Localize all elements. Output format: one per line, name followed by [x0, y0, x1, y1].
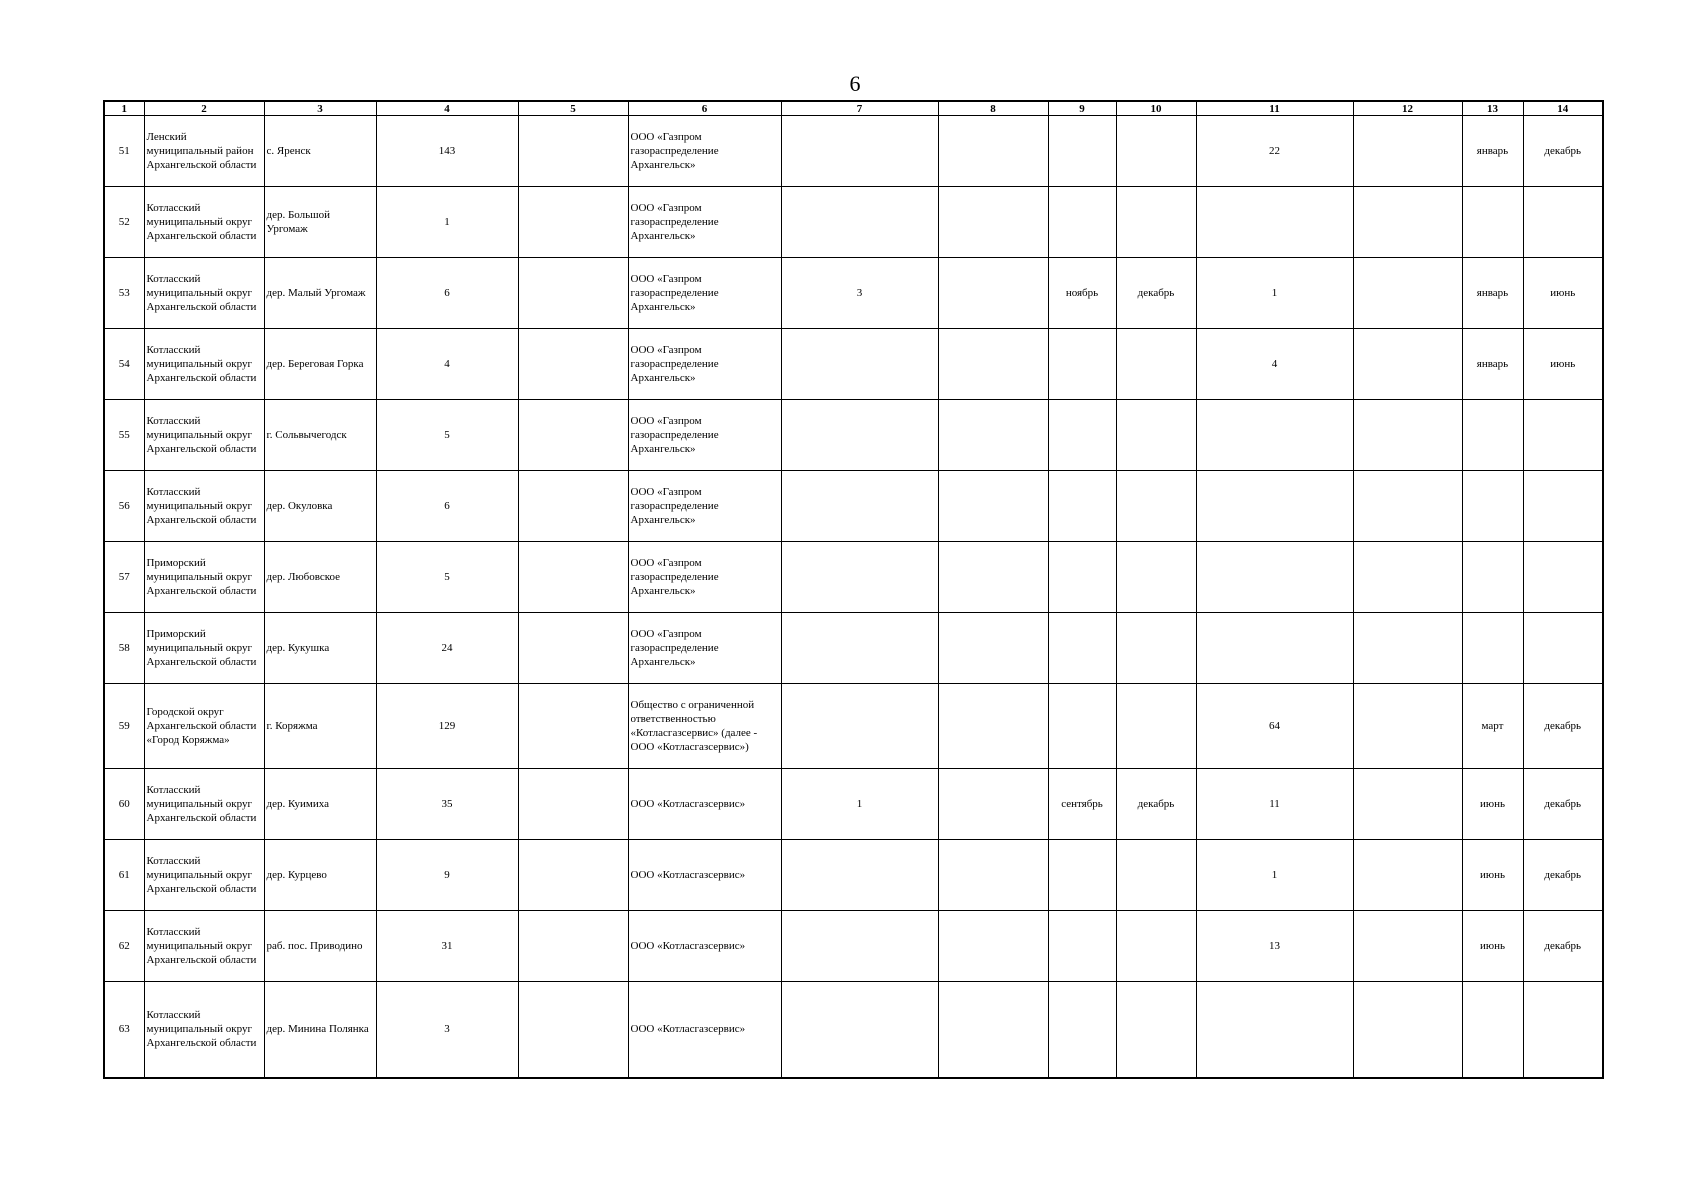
cell-col-11: 64 — [1196, 684, 1353, 769]
cell-col-11: 1 — [1196, 258, 1353, 329]
cell-col-12 — [1353, 982, 1462, 1078]
table-row — [104, 258, 1603, 329]
cell-col-6: ООО «Котласгазсервис» — [628, 911, 781, 982]
cell-col-10: декабрь — [1116, 258, 1196, 329]
table-row — [104, 542, 1603, 613]
cell-col-6: ООО «Газпром газораспределение Архангельск» — [628, 471, 781, 542]
cell-col-12 — [1353, 258, 1462, 329]
column-header-12: 12 — [1353, 101, 1462, 116]
cell-col-4: 4 — [376, 329, 518, 400]
cell-col-6: ООО «Газпром газораспределение Архангельск» — [628, 613, 781, 684]
cell-col-7 — [781, 840, 938, 911]
cell-col-6: Общество с ограниченной ответственностью «Котласгазсервис» (далее - ООО «Котласгазсервис») — [628, 684, 781, 769]
cell-col-11 — [1196, 471, 1353, 542]
cell-col-12 — [1353, 471, 1462, 542]
cell-col-2: Городской округ Архангельской области «Город Коряжма» — [144, 684, 264, 769]
cell-col-2: Ленский муниципальный район Архангельской области — [144, 116, 264, 187]
cell-col-11: 11 — [1196, 769, 1353, 840]
cell-col-5 — [518, 840, 628, 911]
cell-col-2: Котласский муниципальный округ Архангельской области — [144, 769, 264, 840]
table-row — [104, 187, 1603, 258]
cell-col-10 — [1116, 400, 1196, 471]
cell-col-11: 4 — [1196, 329, 1353, 400]
cell-col-7: 1 — [781, 769, 938, 840]
page-number: 6 — [849, 71, 861, 96]
cell-col-3: раб. пос. Приводино — [264, 911, 376, 982]
cell-col-4: 35 — [376, 769, 518, 840]
cell-col-9: ноябрь — [1048, 258, 1116, 329]
cell-col-12 — [1353, 684, 1462, 769]
cell-col-1: 60 — [104, 769, 144, 840]
cell-col-5 — [518, 684, 628, 769]
cell-col-10 — [1116, 329, 1196, 400]
cell-col-9 — [1048, 471, 1116, 542]
cell-col-3: дер. Куимиха — [264, 769, 376, 840]
cell-col-6: ООО «Котласгазсервис» — [628, 840, 781, 911]
data-table — [103, 100, 1604, 1079]
cell-col-9 — [1048, 911, 1116, 982]
cell-col-5 — [518, 329, 628, 400]
cell-col-2: Котласский муниципальный округ Архангельской области — [144, 840, 264, 911]
cell-col-3: дер. Кукушка — [264, 613, 376, 684]
cell-col-9: сентябрь — [1048, 769, 1116, 840]
cell-col-11: 13 — [1196, 911, 1353, 982]
table-row — [104, 471, 1603, 542]
cell-col-6: ООО «Газпром газораспределение Архангельск» — [628, 400, 781, 471]
cell-col-11 — [1196, 982, 1353, 1078]
cell-col-7 — [781, 400, 938, 471]
cell-col-11 — [1196, 187, 1353, 258]
cell-col-7 — [781, 116, 938, 187]
cell-col-1: 56 — [104, 471, 144, 542]
cell-col-4: 1 — [376, 187, 518, 258]
cell-col-3: дер. Курцево — [264, 840, 376, 911]
cell-col-2: Котласский муниципальный округ Архангельской области — [144, 471, 264, 542]
cell-col-6: ООО «Котласгазсервис» — [628, 982, 781, 1078]
cell-col-8 — [938, 471, 1048, 542]
cell-col-1: 63 — [104, 982, 144, 1078]
cell-col-12 — [1353, 542, 1462, 613]
cell-col-4: 9 — [376, 840, 518, 911]
cell-col-7 — [781, 542, 938, 613]
cell-col-10 — [1116, 116, 1196, 187]
cell-col-1: 61 — [104, 840, 144, 911]
cell-col-8 — [938, 982, 1048, 1078]
cell-col-3: дер. Минина Полянка — [264, 982, 376, 1078]
cell-col-8 — [938, 187, 1048, 258]
column-header-2: 2 — [144, 101, 264, 116]
cell-col-4: 6 — [376, 471, 518, 542]
cell-col-8 — [938, 684, 1048, 769]
column-header-4: 4 — [376, 101, 518, 116]
column-header-11: 11 — [1196, 101, 1353, 116]
cell-col-2: Котласский муниципальный округ Архангельской области — [144, 329, 264, 400]
cell-col-14 — [1523, 542, 1603, 613]
cell-col-9 — [1048, 542, 1116, 613]
cell-col-12 — [1353, 911, 1462, 982]
cell-col-13: январь — [1462, 329, 1523, 400]
cell-col-7 — [781, 613, 938, 684]
cell-col-14 — [1523, 187, 1603, 258]
cell-col-11: 22 — [1196, 116, 1353, 187]
cell-col-10 — [1116, 684, 1196, 769]
cell-col-2: Котласский муниципальный округ Архангельской области — [144, 400, 264, 471]
table-row — [104, 613, 1603, 684]
cell-col-13 — [1462, 613, 1523, 684]
cell-col-6: ООО «Газпром газораспределение Архангельск» — [628, 116, 781, 187]
cell-col-11 — [1196, 400, 1353, 471]
cell-col-14: декабрь — [1523, 684, 1603, 769]
cell-col-7 — [781, 684, 938, 769]
cell-col-9 — [1048, 613, 1116, 684]
table-row — [104, 329, 1603, 400]
column-header-9: 9 — [1048, 101, 1116, 116]
cell-col-8 — [938, 911, 1048, 982]
cell-col-8 — [938, 613, 1048, 684]
cell-col-14 — [1523, 471, 1603, 542]
cell-col-9 — [1048, 400, 1116, 471]
cell-col-14: декабрь — [1523, 769, 1603, 840]
cell-col-13 — [1462, 471, 1523, 542]
cell-col-4: 143 — [376, 116, 518, 187]
cell-col-6: ООО «Газпром газораспределение Архангельск» — [628, 329, 781, 400]
cell-col-9 — [1048, 187, 1116, 258]
cell-col-8 — [938, 116, 1048, 187]
cell-col-13: июнь — [1462, 769, 1523, 840]
cell-col-7 — [781, 471, 938, 542]
cell-col-1: 52 — [104, 187, 144, 258]
table-row — [104, 911, 1603, 982]
cell-col-4: 3 — [376, 982, 518, 1078]
cell-col-4: 6 — [376, 258, 518, 329]
column-header-7: 7 — [781, 101, 938, 116]
cell-col-9 — [1048, 982, 1116, 1078]
column-header-3: 3 — [264, 101, 376, 116]
cell-col-8 — [938, 400, 1048, 471]
cell-col-9 — [1048, 116, 1116, 187]
cell-col-11 — [1196, 542, 1353, 613]
cell-col-9 — [1048, 684, 1116, 769]
cell-col-12 — [1353, 187, 1462, 258]
table-row — [104, 400, 1603, 471]
cell-col-5 — [518, 613, 628, 684]
cell-col-5 — [518, 471, 628, 542]
cell-col-13 — [1462, 400, 1523, 471]
cell-col-13: июнь — [1462, 840, 1523, 911]
cell-col-14: декабрь — [1523, 911, 1603, 982]
cell-col-12 — [1353, 329, 1462, 400]
cell-col-10 — [1116, 982, 1196, 1078]
cell-col-14: июнь — [1523, 329, 1603, 400]
cell-col-3: дер. Большой Ургомаж — [264, 187, 376, 258]
cell-col-7 — [781, 329, 938, 400]
cell-col-14 — [1523, 613, 1603, 684]
cell-col-5 — [518, 400, 628, 471]
cell-col-14: июнь — [1523, 258, 1603, 329]
cell-col-14: декабрь — [1523, 840, 1603, 911]
cell-col-5 — [518, 116, 628, 187]
cell-col-5 — [518, 911, 628, 982]
cell-col-3: г. Коряжма — [264, 684, 376, 769]
cell-col-2: Котласский муниципальный округ Архангельской области — [144, 982, 264, 1078]
cell-col-1: 55 — [104, 400, 144, 471]
cell-col-1: 59 — [104, 684, 144, 769]
cell-col-7 — [781, 187, 938, 258]
cell-col-7 — [781, 911, 938, 982]
column-header-8: 8 — [938, 101, 1048, 116]
cell-col-4: 5 — [376, 542, 518, 613]
column-header-6: 6 — [628, 101, 781, 116]
cell-col-1: 53 — [104, 258, 144, 329]
table-row — [104, 116, 1603, 187]
cell-col-1: 57 — [104, 542, 144, 613]
cell-col-12 — [1353, 613, 1462, 684]
cell-col-1: 54 — [104, 329, 144, 400]
cell-col-10 — [1116, 471, 1196, 542]
cell-col-2: Приморский муниципальный округ Архангельской области — [144, 542, 264, 613]
cell-col-9 — [1048, 840, 1116, 911]
cell-col-3: дер. Малый Ургомаж — [264, 258, 376, 329]
cell-col-2: Котласский муниципальный округ Архангельской области — [144, 258, 264, 329]
cell-col-5 — [518, 769, 628, 840]
cell-col-8 — [938, 329, 1048, 400]
cell-col-3: дер. Любовское — [264, 542, 376, 613]
table-row — [104, 684, 1603, 769]
cell-col-10 — [1116, 613, 1196, 684]
cell-col-11: 1 — [1196, 840, 1353, 911]
cell-col-2: Котласский муниципальный округ Архангельской области — [144, 911, 264, 982]
cell-col-13: июнь — [1462, 911, 1523, 982]
cell-col-7: 3 — [781, 258, 938, 329]
cell-col-2: Котласский муниципальный округ Архангельской области — [144, 187, 264, 258]
table-row — [104, 769, 1603, 840]
cell-col-6: ООО «Газпром газораспределение Архангельск» — [628, 258, 781, 329]
cell-col-10 — [1116, 542, 1196, 613]
cell-col-14 — [1523, 400, 1603, 471]
cell-col-3: с. Яренск — [264, 116, 376, 187]
column-header-14: 14 — [1523, 101, 1603, 116]
cell-col-13 — [1462, 982, 1523, 1078]
cell-col-7 — [781, 982, 938, 1078]
cell-col-6: ООО «Газпром газораспределение Архангельск» — [628, 542, 781, 613]
column-header-1: 1 — [104, 101, 144, 116]
cell-col-3: дер. Береговая Горка — [264, 329, 376, 400]
table-row — [104, 982, 1603, 1078]
cell-col-13: январь — [1462, 116, 1523, 187]
header-row — [104, 101, 1603, 116]
cell-col-5 — [518, 187, 628, 258]
cell-col-10: декабрь — [1116, 769, 1196, 840]
cell-col-13 — [1462, 187, 1523, 258]
cell-col-14: декабрь — [1523, 116, 1603, 187]
cell-col-12 — [1353, 840, 1462, 911]
cell-col-13: январь — [1462, 258, 1523, 329]
cell-col-4: 5 — [376, 400, 518, 471]
cell-col-14 — [1523, 982, 1603, 1078]
cell-col-8 — [938, 840, 1048, 911]
cell-col-5 — [518, 982, 628, 1078]
cell-col-12 — [1353, 116, 1462, 187]
cell-col-2: Приморский муниципальный округ Архангельской области — [144, 613, 264, 684]
cell-col-5 — [518, 258, 628, 329]
cell-col-8 — [938, 769, 1048, 840]
cell-col-10 — [1116, 840, 1196, 911]
cell-col-8 — [938, 542, 1048, 613]
cell-col-6: ООО «Газпром газораспределение Архангельск» — [628, 187, 781, 258]
cell-col-4: 24 — [376, 613, 518, 684]
cell-col-6: ООО «Котласгазсервис» — [628, 769, 781, 840]
column-header-5: 5 — [518, 101, 628, 116]
cell-col-13 — [1462, 542, 1523, 613]
cell-col-5 — [518, 542, 628, 613]
cell-col-4: 31 — [376, 911, 518, 982]
table-row — [104, 840, 1603, 911]
cell-col-1: 62 — [104, 911, 144, 982]
cell-col-12 — [1353, 400, 1462, 471]
cell-col-4: 129 — [376, 684, 518, 769]
column-header-13: 13 — [1462, 101, 1523, 116]
cell-col-8 — [938, 258, 1048, 329]
cell-col-1: 51 — [104, 116, 144, 187]
table-body — [104, 116, 1603, 1078]
cell-col-1: 58 — [104, 613, 144, 684]
cell-col-10 — [1116, 911, 1196, 982]
cell-col-3: дер. Окуловка — [264, 471, 376, 542]
cell-col-10 — [1116, 187, 1196, 258]
cell-col-9 — [1048, 329, 1116, 400]
cell-col-13: март — [1462, 684, 1523, 769]
cell-col-12 — [1353, 769, 1462, 840]
cell-col-11 — [1196, 613, 1353, 684]
column-header-10: 10 — [1116, 101, 1196, 116]
cell-col-3: г. Сольвычегодск — [264, 400, 376, 471]
